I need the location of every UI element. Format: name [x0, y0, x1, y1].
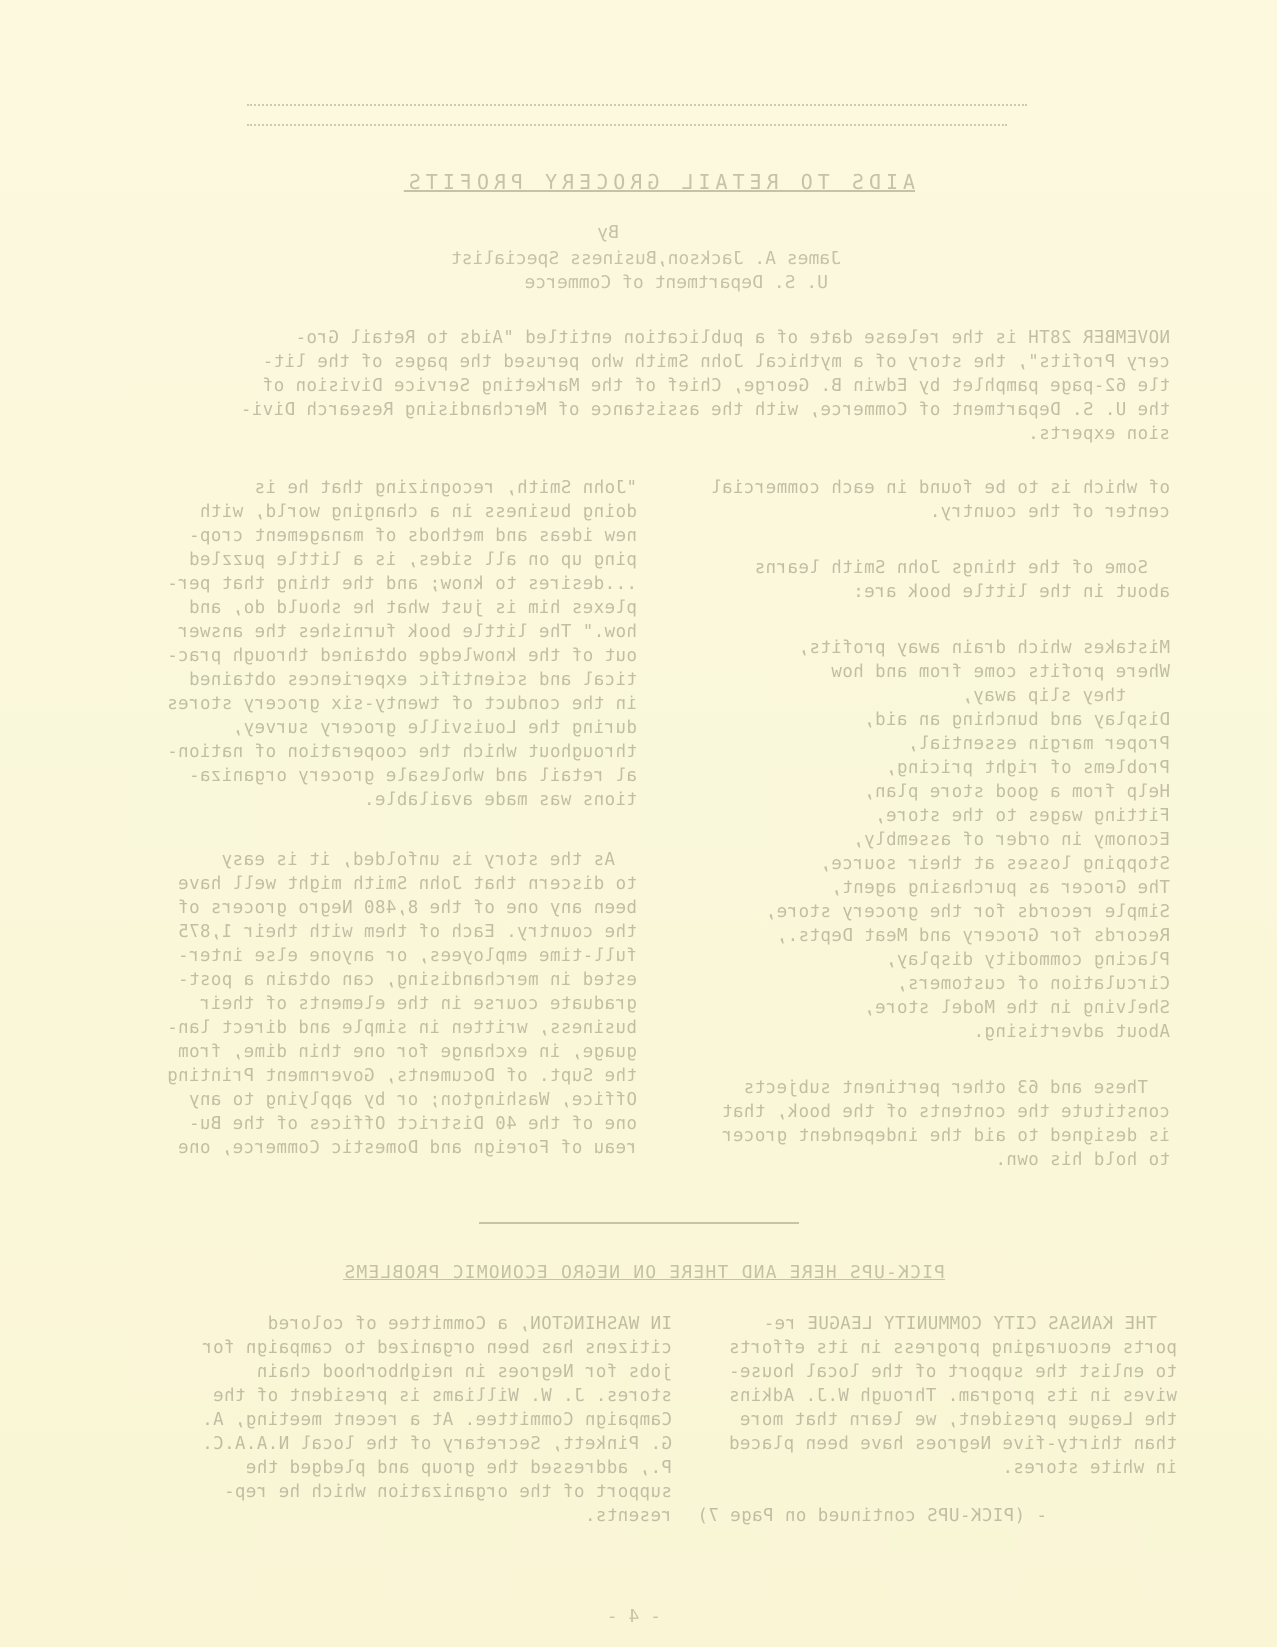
column-line: The Grocer as purchasing agent, [830, 878, 1170, 898]
column-line: tions was made available. [363, 790, 637, 810]
column-line: guage, in exchange for one thin dime, from [177, 1042, 637, 1062]
column-line: al retail and wholesale grocery organiza- [188, 766, 637, 786]
column-line: Display and bunching an aid, [863, 710, 1170, 730]
column-line: to enlist the support of the local house- [728, 1362, 1177, 1382]
column-line: Where profits come from and how [830, 662, 1170, 682]
column-line: ports encouraging progress in its efforts [728, 1338, 1177, 1358]
column-line: Some of the things John Smith learns [754, 558, 1148, 578]
column-line: tical and scientific experiences obtained [188, 670, 637, 690]
column-line: IN WASHINGTON, a Committee of colored [267, 1314, 672, 1334]
continued-note: - (PICK-UPS continued on Page 7) [697, 1506, 1047, 1526]
column-line: About advertising. [973, 1022, 1170, 1042]
column-line: been any one of the 8,480 Negro grocers of [177, 898, 637, 918]
column-line: citizens has been organized to campaign for [201, 1338, 672, 1358]
column-line: As the story is unfolded, it is easy [221, 850, 615, 870]
intro-line: NOVEMBER 28TH is the release date of a publication entitled "Aids to Retail Gro- [295, 328, 1170, 348]
column-line: Office, Washington; or by applying to any [188, 1090, 637, 1110]
column-line: about in the little book are: [852, 582, 1170, 602]
column-line: Problems of right pricing, [885, 758, 1170, 778]
column-line: Economy in order of assembly, [852, 830, 1170, 850]
column-line: Records for Grocery and Meat Depts., [776, 926, 1170, 946]
article-title: AIDS TO RETAIL GROCERY PROFITS [403, 170, 915, 194]
column-line: of which is to be found in each commercial [710, 478, 1170, 498]
column-line: Mistakes which drain away profits, [798, 638, 1170, 658]
column-line: Proper margin essential, [907, 734, 1170, 754]
column-line: throughout which the cooperation of nation- [166, 742, 637, 762]
column-line: how." The little book furnishes the answer [177, 622, 637, 642]
column-line: ested in merchandising, can obtain a post- [177, 970, 637, 990]
column-line: business, written in simple and direct lan- [166, 1018, 637, 1038]
column-line: plexes him is just what he should do, and [188, 598, 637, 618]
column-line: than thirty-five Negroes have been placed [728, 1434, 1177, 1454]
column-line: Fitting wages to the store, [874, 806, 1170, 826]
section-divider [479, 1222, 799, 1224]
intro-line: the U. S. Department of Commerce, with the assistance of Merchandising Research Divi- [240, 400, 1170, 420]
column-line: G. Pinkett, Secretary of the local N.A.A.C. [201, 1434, 672, 1454]
page-number: - 4 - [606, 1606, 661, 1627]
column-line: Simple records for the grocery store, [765, 902, 1170, 922]
column-line: doing business in a changing world, with [199, 502, 637, 522]
column-line: the League president, we learn that more [739, 1410, 1177, 1430]
column-line: is designed to aid the independent grocer [721, 1126, 1170, 1146]
column-line: Stopping losses at their source, [820, 854, 1170, 874]
column-line: constitute the contents of the book, that [721, 1102, 1170, 1122]
intro-line: cery Profits", the story of a mythical John Smith who perused the pages of the lit- [262, 352, 1170, 372]
column-line: one of the 40 District Offices of the Bu- [188, 1114, 637, 1134]
column-line: ping up on all sides, is a little puzzled [188, 550, 637, 570]
byline-by: By [597, 222, 619, 243]
column-line: Shelving in the Model store, [863, 998, 1170, 1018]
column-line: in the conduct of twenty-six grocery stores [166, 694, 637, 714]
column-line: support of the organization which he rep- [223, 1482, 672, 1502]
intro-line: tle 62-page pamphlet by Edwin B. George, Chief of the Marketing Service Division of [262, 376, 1170, 396]
column-line: the Supt. of Documents, Government Printing [166, 1066, 637, 1086]
column-line: during the Louisville grocery survey, [232, 718, 637, 738]
intro-line: sion experts. [1027, 424, 1170, 444]
column-line: THE KANSAS CITY COMMUNITY LEAGUE re- [763, 1314, 1157, 1334]
column-line: new ideas and methods of management crop- [188, 526, 637, 546]
column-line: they slip away, [961, 686, 1126, 706]
column-line: the country. Each of them with their 1,875 [177, 922, 637, 942]
column-line: P., addressed the group and pledged the [245, 1458, 672, 1478]
column-line: Help from a good store plan, [863, 782, 1170, 802]
column-line: jobs for Negroes in neighborhood chain [256, 1362, 672, 1382]
column-line: center of the country. [929, 502, 1170, 522]
column-line: in white stores. [1002, 1458, 1177, 1478]
column-line: ...desires to know; and the thing that per- [166, 574, 637, 594]
column-line: to discern that John Smith might well have [177, 874, 637, 894]
column-line: out of the knowledge obtained through prac- [166, 646, 637, 666]
top-decorative-rule-2 [247, 124, 1007, 126]
byline-author: James A. Jackson,Business Specialist [450, 248, 841, 269]
column-line: reau of Foreign and Domestic Commerce, one [177, 1138, 637, 1158]
byline-department: U. S. Department of Commerce [524, 272, 828, 293]
column-line: resents. [584, 1506, 672, 1526]
column-line: Placing commodity display, [885, 950, 1170, 970]
column-line: full-time employees, or anyone else inter- [177, 946, 637, 966]
top-decorative-rule [247, 104, 1027, 106]
column-line: These and 63 other pertinent subjects [743, 1078, 1148, 1098]
section-title: PICK-UPS HERE AND THERE ON NEGRO ECONOMIC PROBLEMS [343, 1262, 945, 1283]
column-line: wives in its program. Through W.J. Adkins [728, 1386, 1177, 1406]
column-line: Campaign Committee. At a recent meeting, A. [201, 1410, 672, 1430]
column-line: to hold his own. [995, 1150, 1170, 1170]
column-line: Circulation of customers, [896, 974, 1170, 994]
column-line: stores. J. W. Williams is president of the [212, 1386, 672, 1406]
column-line: graduate course in the elements of their [199, 994, 637, 1014]
column-line: "John Smith, recognizing that he is [254, 478, 637, 498]
